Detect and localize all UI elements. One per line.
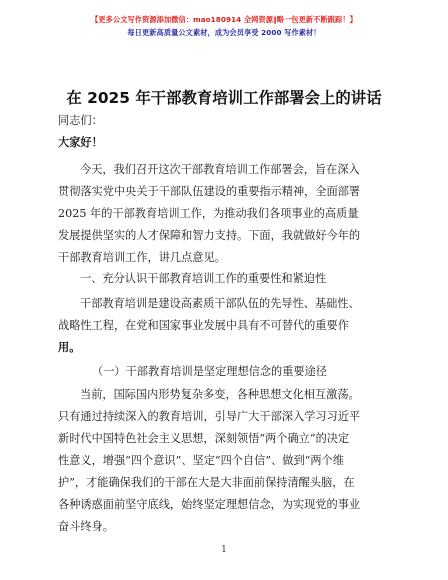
paragraph-1-line: 贯彻落实党中央关于干部队伍建设的重要指示精神，全面部署: [58, 185, 361, 198]
subsection-1-heading: （一）干部教育培训是坚定理想信念的重要途径: [92, 365, 327, 378]
paragraph-3-line: 护”，才能确保我们的干部在大是大非面前保持清醒头脑，在: [58, 476, 355, 489]
paragraph-3-line: 新时代中国特色社会主义思想，深刻领悟“两个确立”的决定: [58, 432, 350, 445]
page-number: 1: [221, 545, 227, 555]
paragraph-3-line: 只有通过持续深入的教育培训，引导广大干部深入学习习近平: [58, 410, 361, 423]
paragraph-1-line: 发展提供坚实的人才保障和智力支持。下面，我就做好今年的: [58, 229, 361, 242]
paragraph-2-line: 干部教育培训是建设高素质干部队伍的先导性、基础性、: [80, 297, 360, 310]
paragraph-3-line: 性意义，增强“四个意识”、坚定“四个自信”、做到“两个维: [58, 454, 344, 467]
paragraph-2-line: 战略性工程，在党和国家事业发展中具有不可替代的重要作: [58, 319, 349, 332]
paragraph-1-line: 干部教育培训工作，讲几点意见。: [58, 251, 226, 264]
promo-banner-line-2: 每日更新高质量公文素材，成为会员享受 2000 写作素材！: [127, 28, 321, 37]
section-1-heading: 一、充分认识干部教育培训工作的重要性和紧迫性: [80, 272, 327, 285]
greeting: 大家好！: [58, 136, 103, 149]
paragraph-3-line: 各种诱惑面前坚守底线，始终坚定理想信念，为实现党的事业: [58, 498, 361, 511]
salutation: 同志们：: [58, 114, 103, 127]
promo-banner-line-1: 【更多公文写作资源添加微信：mao180914 全网资源‖略一包更新不断跟踪！】: [91, 15, 357, 24]
document-title: 在 2025 年干部教育培训工作部署会上的讲话: [66, 89, 382, 107]
paragraph-3-line: 当前，国际国内形势复杂多变，各种思想文化相互激荡。: [80, 388, 360, 401]
paragraph-1-line: 2025 年的干部教育培训工作，为推动我们各项事业的高质量: [58, 207, 359, 220]
paragraph-1-line: 今天，我们召开这次干部教育培训工作部署会，旨在深入: [80, 163, 360, 176]
paragraph-3-line: 奋斗终身。: [58, 520, 114, 533]
paragraph-2-line: 用。: [58, 341, 81, 354]
